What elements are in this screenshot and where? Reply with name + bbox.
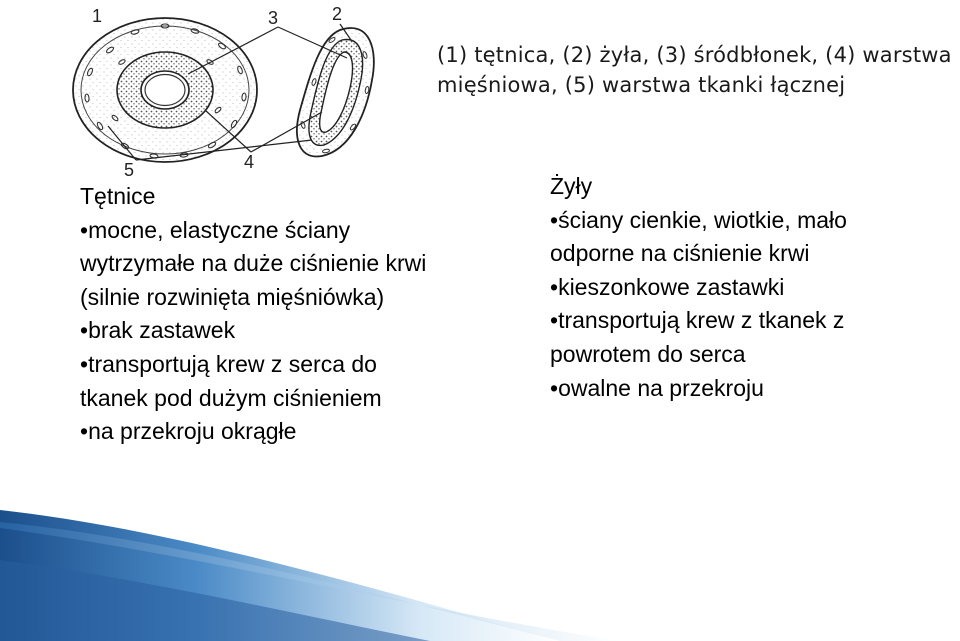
arteries-item-continuation: (silnie rozwinięta mięśniówka) — [80, 283, 385, 310]
diagram-label-3: 3 — [268, 8, 279, 28]
diagram-label-2: 2 — [332, 4, 343, 24]
veins-section — [550, 170, 950, 405]
arteries-item: • na przekroju okrągłe — [80, 415, 520, 449]
arteries-section — [80, 180, 520, 449]
veins-item: • kieszonkowe zastawki — [550, 271, 950, 305]
veins-item: • transportują krew z tkanek z — [550, 304, 950, 338]
arteries-item: • mocne, elastyczne ściany — [80, 214, 520, 248]
veins-item-continuation: odporne na ciśnienie krwi — [550, 240, 810, 267]
arteries-title: Tętnice — [80, 183, 156, 209]
arteries-item-continuation: wytrzymałe na duże ciśnienie krwi — [80, 250, 427, 277]
diagram-caption: (1) tętnica, (2) żyła, (3) śródbłonek, (4) warstwa mięśniowa, (5) warstwa tkanki łącznej — [437, 43, 952, 97]
arteries-item: • transportują krew z serca do — [80, 348, 520, 382]
veins-title: Żyły — [550, 173, 593, 199]
diagram-label-4: 4 — [244, 152, 255, 172]
veins-item-continuation: powrotem do serca — [550, 340, 746, 367]
arteries-item-continuation: tkanek pod dużym ciśnieniem — [80, 384, 382, 411]
artery-cross-section — [73, 18, 257, 162]
arteries-item: • brak zastawek — [80, 314, 520, 348]
diagram-label-1: 1 — [92, 6, 103, 26]
veins-item: • ściany cienkie, wiotkie, mało — [550, 204, 950, 238]
diagram-label-5: 5 — [124, 160, 135, 180]
vein-cross-section — [297, 28, 374, 156]
vessel-cross-section-diagram — [60, 0, 430, 180]
veins-item: • owalne na przekroju — [550, 372, 950, 406]
decorative-swoosh — [0, 500, 960, 641]
